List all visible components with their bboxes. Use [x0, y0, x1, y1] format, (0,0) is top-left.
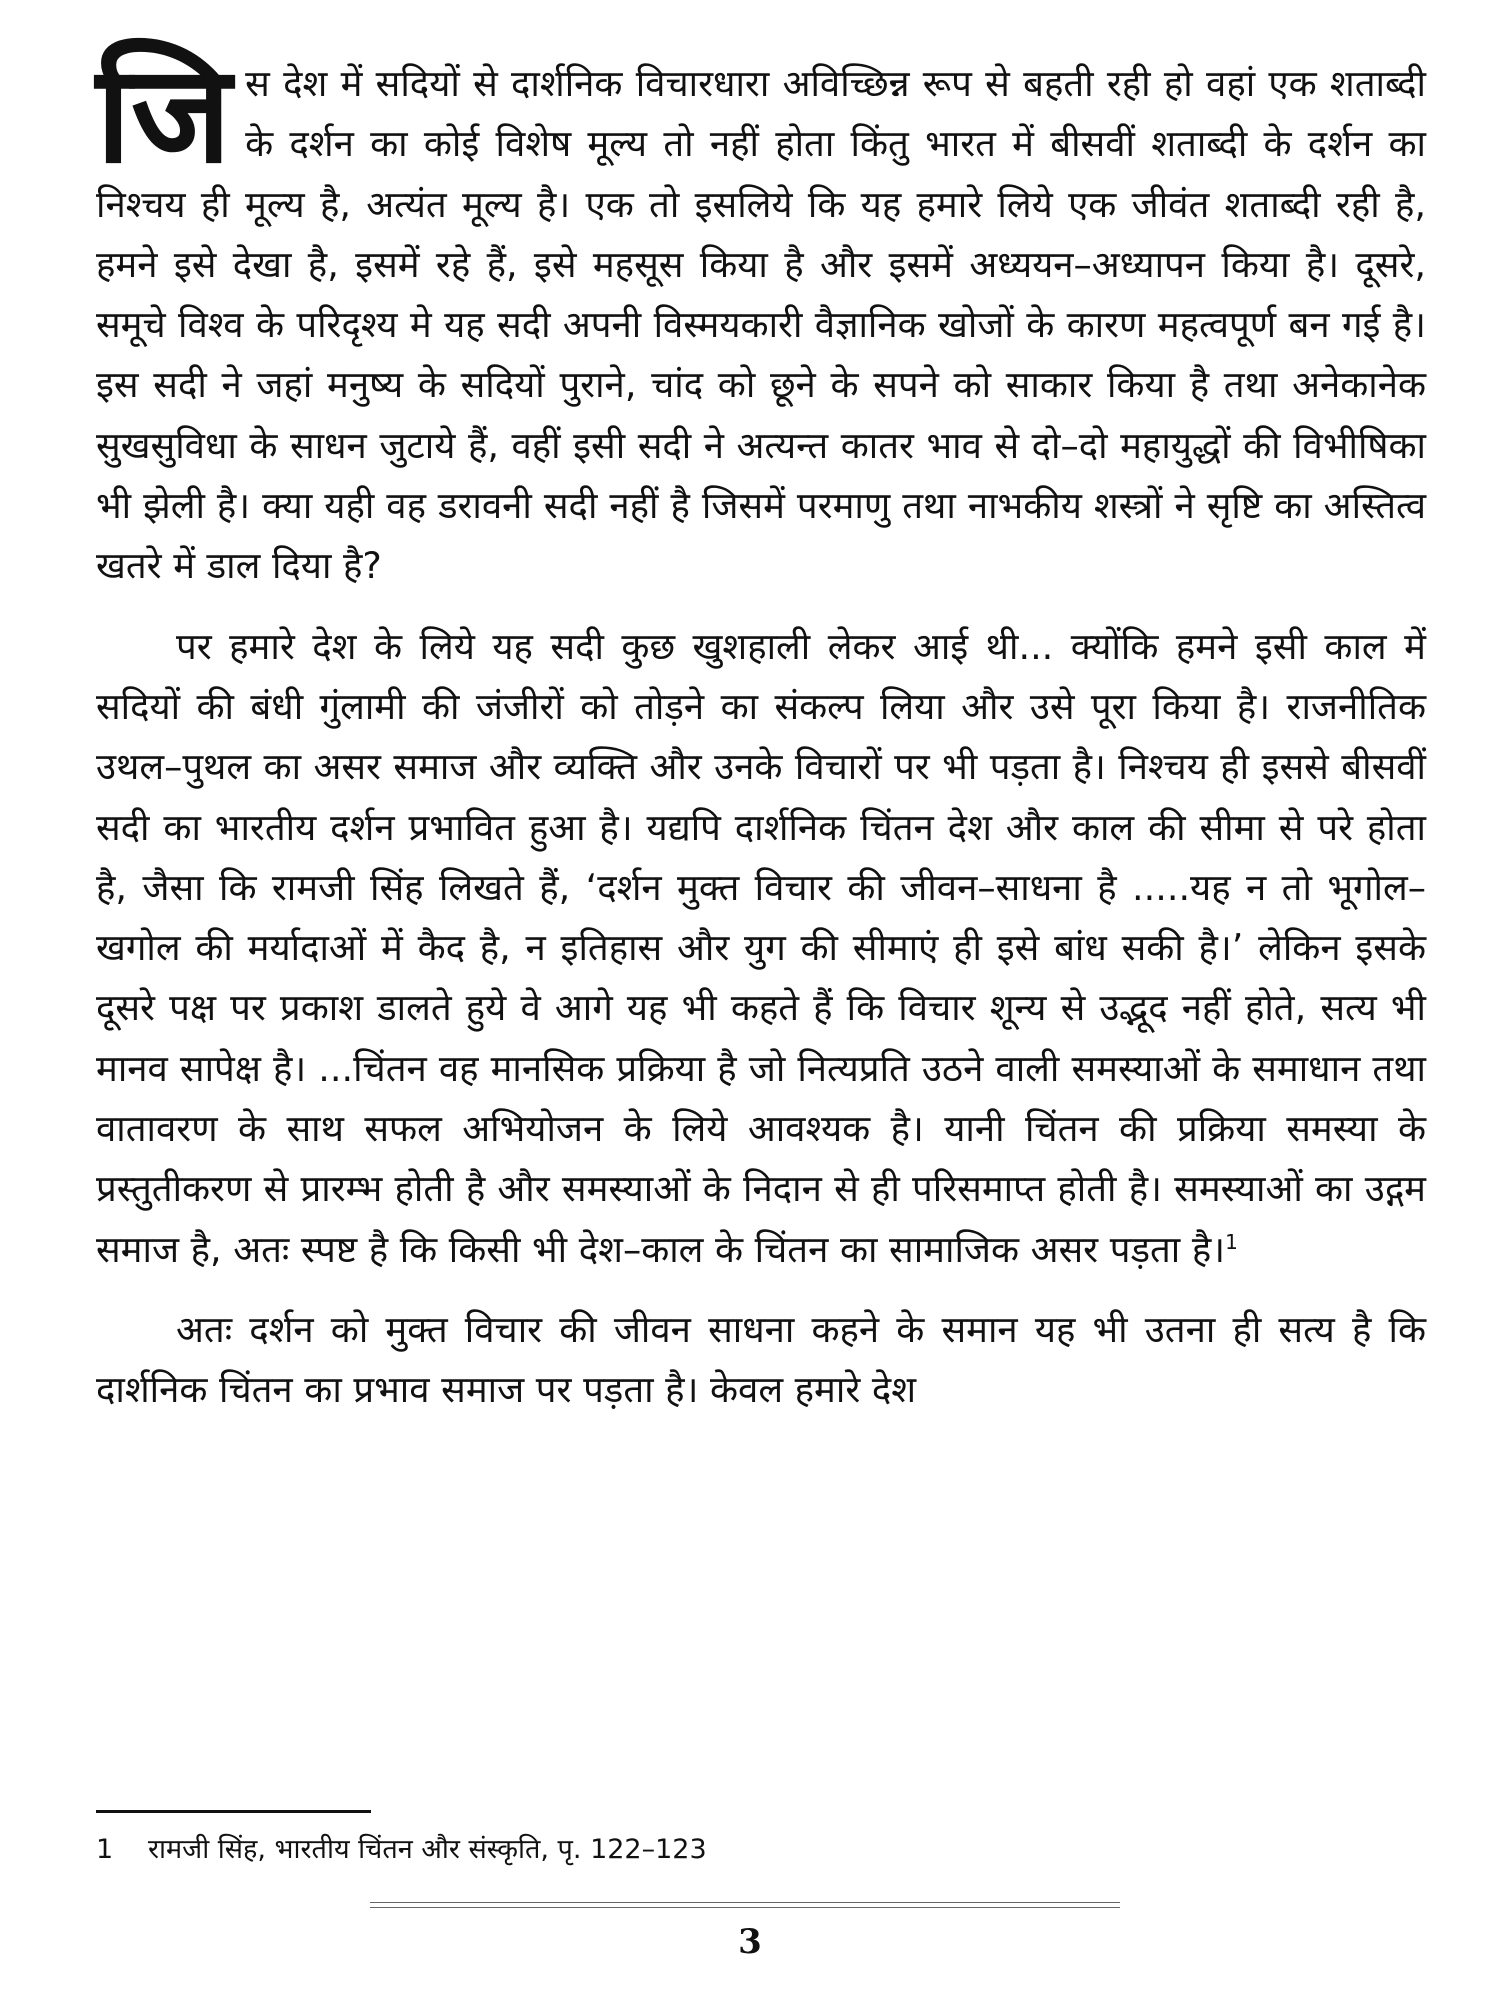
paragraph-2-text: पर हमारे देश के लिये यह सदी कुछ खुशहाली लेकर आई थी... क्योंकि हमने इसी काल में सदियों की बंधी गुंलामी की जंजीरों को तोड़ने का संकल्प लिया और उसे पूरा किया है। राजनीतिक उथल–पुथल का असर समाज और व्यक्ति और उनके विचारों पर भी पड़ता है। निश्चय ही इससे बीसवीं सदी का भारतीय दर्शन प्रभावित हुआ है। यद्यपि दार्शनिक चिंतन देश और काल की सीमा से परे होता है, जैसा कि रामजी सिंह लिखते हैं, ‘दर्शन मुक्त विचार की जीवन–साधना है .....यह न तो भूगोल–खगोल की मर्यादाओं में कैद है, न इतिहास और युग की सीमाएं ही इसे बांध सकी है।’ लेकिन इसके दूसरे पक्ष पर प्रकाश डालते हुये वे आगे यह भी कहते हैं कि विचार शून्य से उद्भूद नहीं होते, सत्य भी मानव सापेक्ष है। ...चिंतन वह मानसिक प्रक्रिया है जो नित्यप्रति उठने वाली समस्याओं के समाधान तथा वातावरण के साथ सफल अभियोजन के लिये आवश्यक है। यानी चिंतन की प्रक्रिया समस्या के प्रस्तुतीकरण से प्रारम्भ होती है और समस्याओं के निदान से ही परिसमाप्त होती है। समस्याओं का उद्गम समाज है, अतः स्पष्ट है कि किसी भी देश–काल के चिंतन का सामाजिक असर पड़ता है। [96, 624, 1426, 1271]
page-body [96, 36, 1426, 1421]
footnote-divider [96, 1810, 371, 1813]
page-number-separator [370, 1902, 1120, 1908]
paragraph-1 [96, 36, 1426, 597]
page-number: 3 [738, 1922, 762, 1962]
drop-cap: जि [96, 36, 232, 193]
paragraph-2 [96, 617, 1426, 1280]
paragraph-3-text: अतः दर्शन को मुक्त विचार की जीवन साधना कहने के समान यह भी उतना ही सत्य है कि दार्शनिक चिंतन का प्रभाव समाज पर पड़ता है। केवल हमारे देश [96, 1307, 1426, 1412]
footnote-reference: 1 [1225, 1229, 1238, 1254]
paragraph-3 [96, 1300, 1426, 1421]
footnote-number: 1 [96, 1834, 114, 1865]
footnote [96, 1830, 707, 1870]
paragraph-1-text: स देश में सदियों से दार्शनिक विचारधारा अविच्छिन्न रूप से बहती रही हो वहां एक शताब्दी के दर्शन का कोई विशेष मूल्य तो नहीं होता किंतु भारत में बीसवीं शताब्दी के दर्शन का निश्चय ही मूल्य है, अत्यंत मूल्य है। एक तो इसलिये कि यह हमारे लिये एक जीवंत शताब्दी रही है, हमने इसे देखा है, इसमें रहे हैं, इसे महसूस किया है और इसमें अध्ययन–अध्यापन किया है। दूसरे, समूचे विश्व के परिदृश्य मे यह सदी अपनी विस्मयकारी वैज्ञानिक खोजों के कारण महत्वपूर्ण बन गई है। इस सदी ने जहां मनुष्य के सदियों पुराने, चांद को छूने के सपने को साकार किया है तथा अनेकानेक सुखसुविधा के साधन जुटाये हैं, वहीं इसी सदी ने अत्यन्त कातर भाव से दो–दो महायुद्धों की विभीषिका भी झेली है। क्या यही वह डरावनी सदी नहीं है जिसमें परमाणु तथा नाभकीय शस्त्रों ने सृष्टि का अस्तित्व खतरे में डाल दिया है? [96, 62, 1426, 588]
footnote-text: रामजी सिंह, भारतीय चिंतन और संस्कृति, पृ. 122–123 [148, 1834, 707, 1865]
